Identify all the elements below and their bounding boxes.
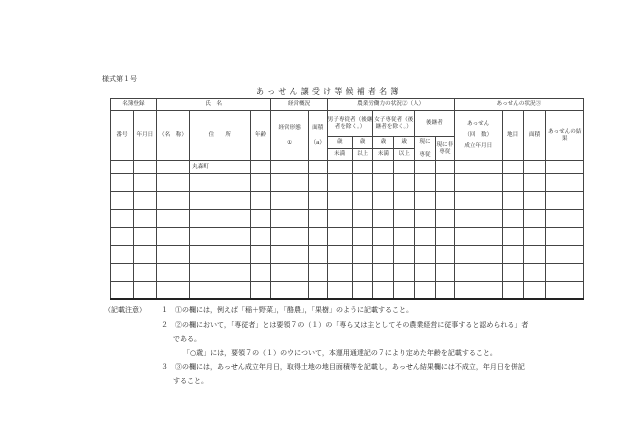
header-result: あっせんの結果	[546, 111, 584, 161]
male-under-label: 未満	[327, 149, 352, 161]
table-row	[111, 246, 584, 264]
table-row	[111, 282, 584, 299]
female-under-label: 未満	[373, 149, 394, 161]
note-2: ２ ②の欄において，「専従者」とは要領７の（１）の「専ら又は主としてその農業経営に従事すると認められる」者	[161, 321, 529, 329]
header-date: 年月日	[133, 111, 156, 161]
header-successor: 後継者	[415, 111, 455, 137]
header-registration: 名簿登録	[111, 99, 157, 111]
header-number: 番号	[111, 111, 134, 161]
header-situation: あっせんの状況③	[454, 99, 583, 111]
header-female: 女子専従者（後継者を除く。）	[373, 111, 415, 137]
header-labor: 農業労働力の状況②（人）	[327, 99, 454, 111]
header-age: 年齢	[250, 111, 271, 161]
female-age-over: 歳	[394, 137, 415, 149]
header-land-area: 面積	[523, 111, 546, 161]
header-name-sub: （名 称）	[156, 111, 189, 161]
note-3: ３ ③の欄には，あっせん成立年月日，取得土地の地目面積等を記載し，あっせん結果欄には不成立，年月日を併記	[161, 363, 525, 371]
header-area: 面積 （a）	[308, 111, 327, 161]
male-over-label: 以上	[352, 149, 373, 161]
female-over-label: 以上	[394, 149, 415, 161]
female-age-under: 歳	[373, 137, 394, 149]
candidate-register-table	[110, 98, 584, 300]
header-fulltime: 現に 専従	[415, 137, 436, 161]
notes-label: （記載注意）	[104, 306, 146, 314]
note-1: １ ①の欄には，例えば「稲＋野菜」，「酪農」，「果樹」のように記載すること。	[161, 306, 413, 314]
table-row	[111, 192, 584, 210]
note-2-continued: である。	[173, 335, 201, 343]
header-count: あっせん （回 数） 成立年月日	[454, 111, 502, 161]
header-land: 地目	[502, 111, 523, 161]
note-3-continued: すること。	[173, 377, 208, 385]
header-name: 氏 名	[156, 99, 271, 111]
page-title: あっせん譲受け等候補者名簿	[256, 87, 402, 96]
table-row	[111, 228, 584, 246]
header-male: 男子専従者（後継者を除く。）	[327, 111, 373, 137]
table-row	[111, 161, 584, 174]
table-row	[111, 264, 584, 282]
address-cell: 丸森町	[190, 161, 250, 174]
note-2-age: 「○歳」には，要領７の（１）のウについて，本運用通達記の７により定めた年齢を記載すること。	[183, 349, 497, 357]
header-address: 住 所	[190, 111, 250, 161]
header-management: 経営概況	[271, 99, 327, 111]
table-row	[111, 210, 584, 228]
form-number: 様式第１号	[102, 75, 137, 83]
male-age-under: 歳	[327, 137, 352, 149]
header-not-fulltime: 現に非専従	[435, 137, 454, 161]
male-age-over: 歳	[352, 137, 373, 149]
table-row	[111, 174, 584, 192]
header-form: 経営形態 ①	[271, 111, 308, 161]
